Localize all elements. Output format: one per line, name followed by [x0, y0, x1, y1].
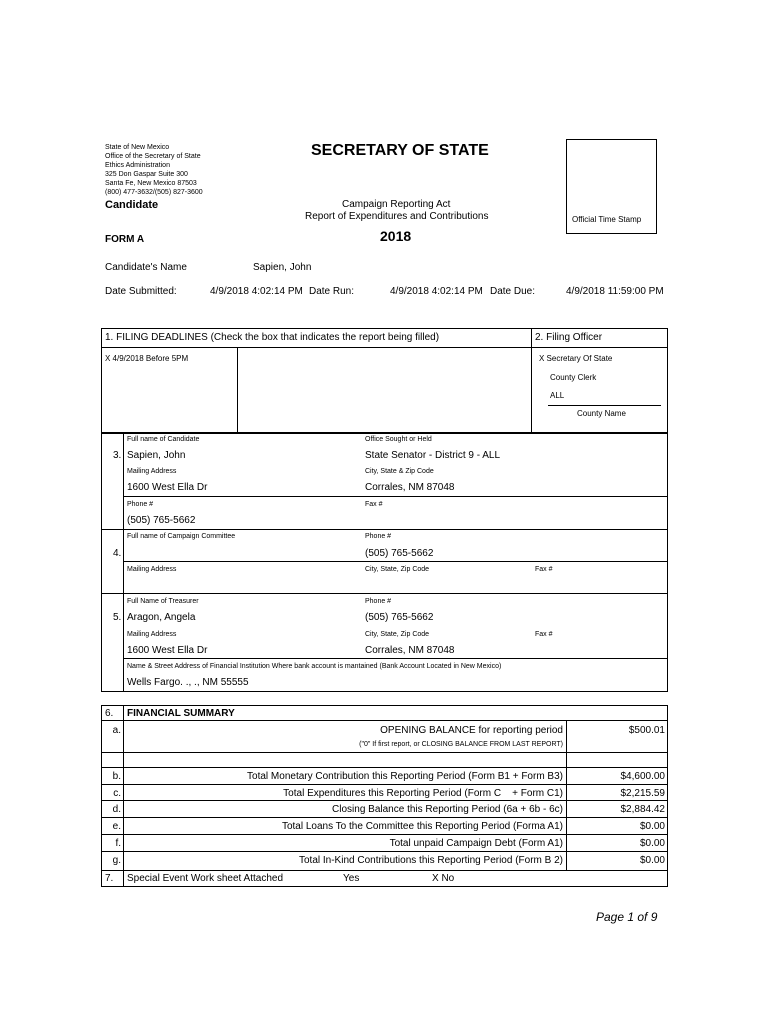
address-line: Office of the Secretary of State: [105, 153, 201, 160]
act-title: Campaign Reporting Act: [342, 199, 451, 210]
office-value: State Senator - District 9 - ALL: [365, 450, 501, 461]
special-event-label: Special Event Work sheet Attached: [127, 873, 284, 884]
deadline-option[interactable]: X 4/9/2018 Before 5PM: [105, 354, 189, 363]
treasurer-phone-value: (505) 765-5662: [365, 612, 434, 623]
form-label: FORM A: [105, 234, 145, 245]
section-6-number: 6.: [105, 708, 114, 719]
candidate-phone-value: (505) 765-5662: [127, 515, 196, 526]
row-letter: a.: [112, 725, 121, 736]
divider: [123, 705, 124, 887]
agency-address: [105, 143, 203, 197]
special-event-no[interactable]: X No: [432, 873, 455, 884]
opening-balance-note: ("0" If first report, or CLOSING BALANCE FROM LAST REPORT): [359, 741, 563, 748]
address-line: State of New Mexico: [105, 144, 170, 151]
divider: [101, 752, 668, 753]
committee-phone-label: Phone #: [365, 533, 392, 540]
candidate-full-name-value: Sapien, John: [127, 450, 186, 461]
divider: [566, 720, 567, 871]
row-letter: c.: [113, 788, 121, 799]
row-amount: $500.01: [628, 725, 665, 736]
divider: [123, 658, 668, 659]
candidate-city-value: Corrales, NM 87048: [365, 482, 455, 493]
divider: [101, 767, 668, 768]
officer-county-clerk-option[interactable]: County Clerk: [550, 373, 597, 382]
section-7-number: 7.: [105, 873, 114, 884]
committee-city-label: City, State, Zip Code: [365, 566, 430, 573]
divider: [123, 433, 124, 692]
row-label: Total In-Kind Contributions this Reporting Period (Form B 2): [298, 855, 563, 866]
page-title: SECRETARY OF STATE: [311, 142, 489, 159]
row-amount: $0.00: [639, 855, 665, 866]
page-number: Page 1 of 9: [596, 910, 658, 924]
row-letter: b.: [112, 771, 121, 782]
candidate-full-name-label: Full name of Candidate: [127, 436, 200, 443]
candidate-name-label: Candidate's Name: [105, 262, 187, 273]
divider: [101, 800, 668, 801]
row-label: Total Loans To the Committee this Reporting Period (Forma A1): [281, 821, 563, 832]
divider: [123, 561, 668, 562]
divider: [101, 347, 668, 348]
candidate-mail-value: 1600 West Ella Dr: [127, 482, 208, 493]
divider: [101, 834, 668, 835]
office-label: Office Sought or Held: [365, 436, 432, 443]
row-amount: $2,215.59: [620, 788, 665, 799]
treasurer-city-value: Corrales, NM 87048: [365, 645, 455, 656]
candidate-mail-label: Mailing Address: [127, 468, 177, 475]
row-label: Total Monetary Contribution this Reporting Period (Form B1 + Form B3): [247, 771, 563, 782]
address-line: Santa Fe, New Mexico 87503: [105, 180, 197, 187]
candidate-fax-label: Fax #: [365, 501, 383, 508]
date-submitted-value: 4/9/2018 4:02:14 PM: [210, 286, 303, 297]
section-4-number: 4.: [113, 548, 122, 559]
date-run-value: 4/9/2018 4:02:14 PM: [390, 286, 483, 297]
section-5-number: 5.: [113, 612, 122, 623]
bank-value: Wells Fargo. ., ., NM 55555: [127, 677, 249, 688]
committee-name-label: Full name of Campaign Committee: [127, 533, 236, 540]
report-title: Report of Expenditures and Contributions: [305, 211, 489, 222]
report-year: 2018: [380, 228, 412, 244]
date-due-value: 4/9/2018 11:59:00 PM: [566, 286, 664, 297]
row-label: OPENING BALANCE for reporting period: [380, 725, 563, 736]
divider: [101, 784, 668, 785]
address-line: 325 Don Gaspar Suite 300: [105, 171, 188, 178]
row-amount: $0.00: [639, 821, 665, 832]
row-amount: $0.00: [639, 838, 665, 849]
bank-label: Name & Street Address of Financial Institution Where bank account is mantained (Bank Account Located in New Mexico): [127, 663, 502, 670]
committee-fax-label: Fax #: [535, 566, 553, 573]
divider: [237, 347, 238, 433]
row-letter: g.: [112, 855, 121, 866]
treasurer-phone-label: Phone #: [365, 598, 392, 605]
divider: [101, 817, 668, 818]
divider: [531, 328, 532, 433]
row-letter: e.: [112, 821, 121, 832]
financial-summary-heading: FINANCIAL SUMMARY: [127, 708, 235, 719]
date-run-label: Date Run:: [309, 286, 355, 297]
divider: [101, 529, 668, 530]
row-label: Total Expenditures this Reporting Period (Form C + Form C1): [283, 788, 563, 799]
address-line: Ethics Administration: [105, 162, 170, 169]
county-underline: [548, 405, 661, 406]
divider: [123, 496, 668, 497]
treasurer-mail-value: 1600 West Ella Dr: [127, 645, 208, 656]
date-due-label: Date Due:: [490, 286, 536, 297]
treasurer-mail-label: Mailing Address: [127, 631, 177, 638]
section-3-number: 3.: [113, 450, 122, 461]
filing-officer-heading: 2. Filing Officer: [535, 332, 603, 343]
candidate-heading: Candidate: [105, 199, 159, 211]
row-letter: d.: [112, 804, 121, 815]
treasurer-name-value: Aragon, Angela: [127, 612, 196, 623]
committee-phone-value: (505) 765-5662: [365, 548, 434, 559]
county-name-label: County Name: [577, 409, 626, 418]
date-submitted-label: Date Submitted:: [105, 286, 177, 297]
candidate-name-value: Sapien, John: [253, 262, 312, 273]
filing-deadlines-heading: 1. FILING DEADLINES (Check the box that indicates the report being filled): [105, 332, 440, 343]
address-line: (800) 477-3632/(505) 827-3600: [105, 189, 203, 196]
officer-sos-option[interactable]: X Secretary Of State: [539, 354, 613, 363]
row-label: Total unpaid Campaign Debt (Form A1): [389, 838, 563, 849]
row-letter: f.: [115, 838, 121, 849]
special-event-yes[interactable]: Yes: [343, 873, 360, 884]
divider: [101, 593, 668, 594]
treasurer-city-label: City, State, Zip Code: [365, 631, 430, 638]
committee-mail-label: Mailing Address: [127, 566, 177, 573]
row-amount: $4,600.00: [620, 771, 665, 782]
divider: [101, 870, 668, 871]
candidate-phone-label: Phone #: [127, 501, 154, 508]
treasurer-name-label: Full Name of Treasurer: [127, 598, 199, 605]
time-stamp-label: Official Time Stamp: [572, 215, 642, 224]
divider: [101, 720, 668, 721]
divider: [101, 851, 668, 852]
row-label: Closing Balance this Reporting Period (6a + 6b - 6c): [332, 804, 563, 815]
row-amount: $2,884.42: [620, 804, 665, 815]
treasurer-fax-label: Fax #: [535, 631, 553, 638]
officer-county-value: ALL: [550, 391, 565, 400]
candidate-city-label: City, State & Zip Code: [365, 468, 434, 475]
